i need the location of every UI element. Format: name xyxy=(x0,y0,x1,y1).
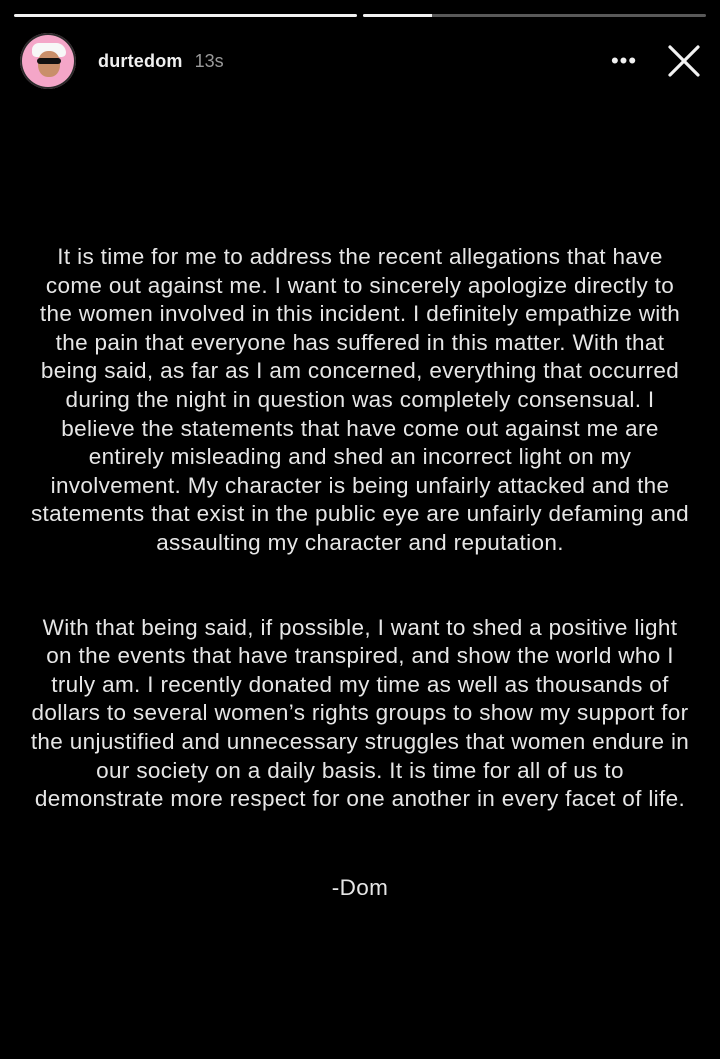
progress-fill-2 xyxy=(363,14,432,17)
statement-paragraph-1: It is time for me to address the recent allegations that have come out against me. I want to sincerely apologize directly to the women involved in this incident. I definitely empathize with the pain that everyone has suffered in this matter. With that being said, as far as I am concerned, everything that occurred during the night in question was completely consensual. I believe the statements that have come out against me are entirely misleading and shed an incorrect light on my involvement. My character is being unfairly attacked and the statements that exist in the public eye are unfairly defaming and assaulting my character and reputation. xyxy=(30,244,690,555)
story-text-content xyxy=(30,243,690,902)
story-header xyxy=(20,30,704,92)
more-options-icon: ••• xyxy=(610,48,638,73)
progress-fill-1 xyxy=(14,14,357,17)
signature: -Dom xyxy=(331,874,389,900)
close-button[interactable] xyxy=(664,41,704,81)
statement-paragraph-2: With that being said, if possible, I want to shed a positive light on the events that have transpired, and show the world who I truly am. I recently donated my time as well as thousands of dollars to several women’s rights groups to show my support for the unjustified and unnecessary struggles that women endure in our society on a daily basis. It is time for all of us to demonstrate more respect for one another in every facet of life. xyxy=(30,614,690,812)
story-progress-bar xyxy=(14,14,706,17)
avatar-glasses xyxy=(37,58,61,64)
more-options-button[interactable] xyxy=(606,43,642,79)
progress-segment-1 xyxy=(14,14,357,17)
avatar[interactable] xyxy=(20,33,76,89)
progress-segment-2 xyxy=(363,14,706,17)
username[interactable]: durtedom xyxy=(98,50,183,71)
avatar-face xyxy=(38,51,60,77)
post-time: 13s xyxy=(194,50,224,71)
close-icon xyxy=(667,44,701,78)
